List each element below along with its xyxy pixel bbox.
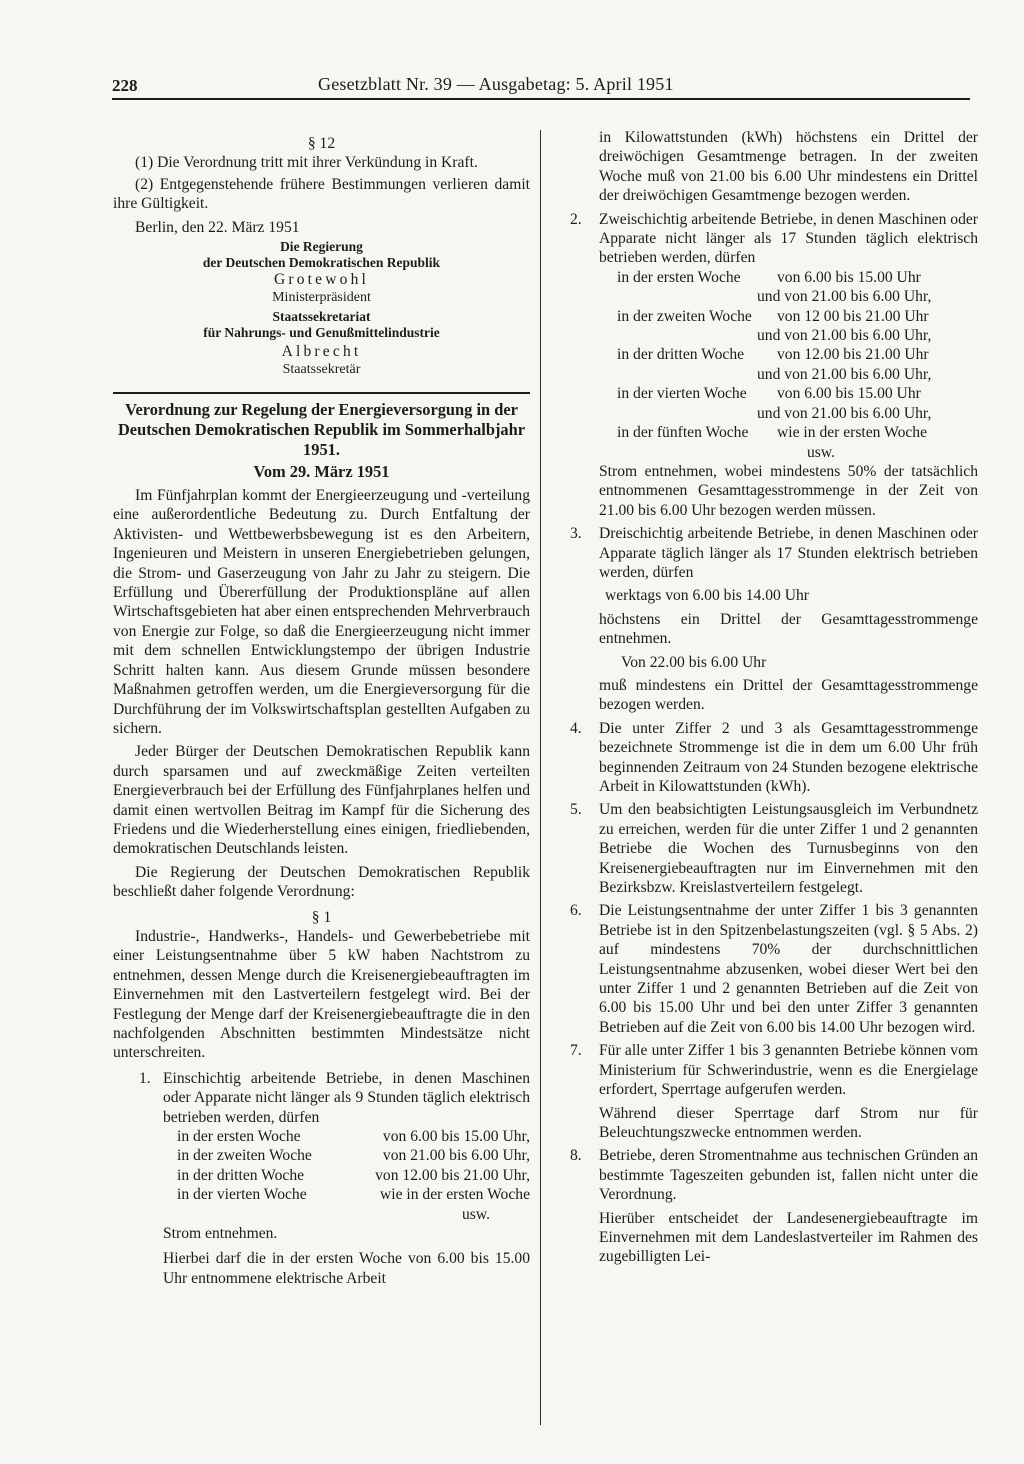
item-1-number: 1.	[139, 1069, 151, 1087]
item-5-number: 5.	[570, 801, 582, 819]
schedule-week: in der vierten Woche	[177, 1186, 307, 1204]
item-3-line-3: Von 22.00 bis 6.00 Uhr	[621, 653, 767, 671]
item-2-text: Zweischichtig arbeitende Betriebe, in denen Maschinen oder Apparate nicht länger als 17 Stunden täglich elektrisch betrieben werden, dürfen	[599, 210, 978, 267]
signature-role-1: Ministerpräsident	[272, 290, 371, 306]
header-title: Gesetzblatt Nr. 39 — Ausgabetag: 5. April 1951	[318, 74, 674, 94]
item-1-schedule	[163, 1127, 530, 1224]
schedule-week: in der dritten Woche	[177, 1166, 305, 1184]
schedule-week: in der zweiten Woche	[617, 307, 752, 325]
item-8-paragraph-2: Hierüber entscheidet der Landesenergiebeauftragte im Einvernehmen mit dem Landeslastverteiler im Rahmen des zugebilligten Lei-	[599, 1209, 978, 1266]
item-6-number: 6.	[570, 902, 582, 920]
schedule-row	[617, 384, 978, 403]
schedule-time: von 6.00 bis 15.00 Uhr	[777, 268, 921, 286]
schedule-time: von 6.00 bis 15.00 Uhr	[777, 385, 921, 403]
item-3-number: 3.	[570, 525, 582, 543]
signature-org-line-4: für Nahrungs- und Genußmittelindustrie	[203, 325, 440, 341]
schedule-usw: usw.	[461, 1205, 490, 1223]
item-3-line-1: werktags von 6.00 bis 14.00 Uhr	[605, 587, 809, 605]
list-item-8	[567, 1146, 978, 1266]
decree-title: Verordnung zur Regelung der Energieversorgung in der Deutschen Demokratischen Republik im Sommerhalbjahr 1951.	[117, 400, 526, 460]
item-4-number: 4.	[570, 719, 582, 737]
item-8-number: 8.	[570, 1147, 582, 1165]
page-header	[112, 74, 970, 100]
schedule-time: von 6.00 bis 15.00 Uhr,	[382, 1128, 530, 1146]
schedule-week: in der fünften Woche	[617, 424, 749, 442]
schedule-row	[177, 1166, 530, 1185]
section-12-heading: § 12	[307, 135, 336, 152]
item-7-paragraph-2: Während dieser Sperrtage darf Strom nur für Beleuchtungszwecke entnommen werden.	[599, 1104, 978, 1141]
item-3-text: Dreischichtig arbeitende Betriebe, in denen Maschinen oder Apparate täglich länger als 17 Stunden elektrisch betrieben werden, dürfen	[599, 525, 978, 581]
schedule-row	[177, 1185, 530, 1204]
section-1-paragraph: Industrie-, Handwerks-, Handels- und Gewerbebetriebe mit einer Leistungsentnahme über 5 kW haben Nachtstrom zu entnehmen, dessen Menge durch die Kreisenergiebeauftragten im Einvernehmen mit den Lastverteilern festgelegt wird. Bei der Festlegung der Menge darf der Kreisenergiebeauftragte die in den nachfolgenden Abschnitten bestimmten Mindestsätze nicht unterschreiten.	[113, 927, 530, 1062]
list-item-3	[567, 524, 978, 715]
schedule-time: wie in der ersten Woche	[379, 1186, 530, 1204]
item-2-schedule	[599, 268, 978, 462]
schedule-time: von 21.00 bis 6.00 Uhr,	[382, 1147, 530, 1165]
section-12-paragraph-1: (1) Die Verordnung tritt mit ihrer Verkündung in Kraft.	[135, 154, 478, 172]
signature-role-2: Staatssekretär	[282, 362, 361, 378]
left-column	[113, 134, 530, 1288]
item-1-text: Einschichtig arbeitende Betriebe, in denen Maschinen oder Apparate nicht länger als 9 Stunden täglich elektrisch betrieben werden, dürfen	[163, 1069, 530, 1126]
list-item-5	[567, 800, 978, 897]
intro-paragraph-3: Die Regierung der Deutschen Demokratischen Republik beschließt daher folgende Verordnung:	[113, 863, 530, 901]
schedule-time: wie in der ersten Woche	[777, 424, 928, 442]
intro-paragraph-1: Im Fünfjahrplan kommt der Energieerzeugung und -verteilung eine außerordentliche Bedeutung zu. Durch Entfaltung der Aktivisten- und Wettbewerbsbewegung ist es den Arbeitern, Ingenieuren und Meistern in unseren Energiebetrieben gelungen, die Strom- und Gaserzeugung von Jahr zu Jahr zu steigern. Die Erfüllung und Übererfüllung der Produktionspläne auf allen Wirtschaftsgebieten hat aber einen entsprechenden Mehrverbrauch von Energie zur Folge, so daß die Energieerzeugung nicht immer mit dem schnellen Entwicklungstempo der übrigen Industrie Schritt halten kann. Aus diesem Grunde müssen besondere Maßnahmen getroffen werden, um die Energieversorgung für die Durchführung der im Volkswirtschaftsplan gestellten Aufgaben zu sichern.	[113, 487, 530, 737]
schedule-week: in der vierten Woche	[617, 385, 747, 403]
schedule-time-2: und von 21.00 bis 6.00 Uhr,	[757, 327, 932, 345]
signature-name-2: Albrecht	[281, 343, 362, 361]
item-2-after: Strom entnehmen, wobei mindestens 50% der tatsächlich entnommenen Gesamttagesstrommenge in der Zeit von 21.00 bis 6.00 Uhr bezogen werden müssen.	[599, 462, 978, 519]
signature-block	[113, 239, 530, 378]
right-column	[567, 128, 978, 1267]
continued-text: in Kilowattstunden (kWh) höchstens ein Drittel der dreiwöchigen Gesamtmenge betragen. In der zweiten Woche muß von 21.00 bis 6.00 Uhr mindestens ein Drittel der dreiwöchigen Gesamtmenge bezogen werden.	[599, 129, 978, 205]
item-1-after: Strom entnehmen.	[163, 1225, 278, 1243]
signature-org-line-1: Die Regierung	[280, 239, 363, 255]
section-1-heading: § 1	[311, 908, 332, 926]
signature-org-line-2: der Deutschen Demokratischen Republik	[202, 255, 441, 271]
schedule-week: in der zweiten Woche	[177, 1147, 312, 1165]
place-date: Berlin, den 22. März 1951	[135, 218, 300, 236]
intro-paragraph-2: Jeder Bürger der Deutschen Demokratischen Republik kann durch sparsamen und auf zweckmäßige Zeiten verteilten Energieverbrauch bei der Erfüllung des Fünfjahrplanes helfen und damit einen wertvollen Beitrag im Kampf für die Sicherung des Friedens und die Wiederherstellung eines einigen, friedliebenden, demokratischen Deutschlands leisten.	[113, 743, 530, 858]
schedule-row	[177, 1146, 530, 1165]
schedule-week: in der dritten Woche	[617, 346, 745, 364]
schedule-usw: usw.	[807, 443, 836, 461]
schedule-row	[617, 345, 978, 364]
item-3-line-4: muß mindestens ein Drittel der Gesamttagesstrommenge bezogen werden.	[599, 676, 978, 714]
signature-org-line-3: Staatssekretariat	[272, 309, 371, 325]
list-item-6	[567, 901, 978, 1037]
schedule-time-2: und von 21.00 bis 6.00 Uhr,	[757, 404, 932, 422]
schedule-row	[617, 307, 978, 326]
schedule-time-2: und von 21.00 bis 6.00 Uhr,	[757, 365, 932, 383]
item-6-text: Die Leistungsentnahme der unter Ziffer 1 bis 3 genannten Betriebe ist in den Spitzenbelastungszeiten (vgl. § 5 Abs. 2) auf mindestens 70% der durchschnittlichen Leistungsentnahme abzusenken, wobei dieser Wert bei den unter Ziffer 1 und 2 genannten Betrieben auf die Zeit von 6.00 bis 15.00 Uhr und bei den unter Ziffer 3 genannten Betrieben auf die Zeit von 6.00 bis 14.00 Uhr bezogen wird.	[599, 902, 978, 1036]
item-5-text: Um den beabsichtigten Leistungsausgleich im Verbundnetz zu erreichen, werden für die unter Ziffer 1 und 2 genannten Betriebe die Wochen des Turnusbeginns von den Kreisenergiebeauftragten nur im Einvernehmen mit den Bezirksbzw. Kreislastverteilern festgelegt.	[599, 801, 978, 897]
item-7-text: Für alle unter Ziffer 1 bis 3 genannten Betriebe können vom Ministerium für Schwerindustrie, wenn es die Energielage erfordert, Sperrtage aufgerufen werden.	[599, 1042, 978, 1099]
section-divider	[113, 392, 530, 394]
schedule-time: von 12.00 bis 21.00 Uhr,	[375, 1166, 530, 1184]
list-item-7	[567, 1041, 978, 1142]
item-1-paragraph-2: Hierbei darf die in der ersten Woche von 6.00 bis 15.00 Uhr entnommene elektrische Arbeit	[163, 1250, 530, 1287]
signature-name-1: Grotewohl	[273, 271, 370, 289]
schedule-time-2: und von 21.00 bis 6.00 Uhr,	[757, 288, 932, 306]
list-item-1	[113, 1069, 530, 1288]
schedule-week: in der ersten Woche	[177, 1128, 301, 1146]
decree-date: Vom 29. März 1951	[253, 462, 390, 482]
section-12-paragraph-2: (2) Entgegenstehende frühere Bestimmungen verlieren damit ihre Gültigkeit.	[113, 175, 530, 213]
item-3-line-2: höchstens ein Drittel der Gesamttagesstrommenge entnehmen.	[599, 610, 978, 648]
page-number: 228	[112, 76, 138, 95]
schedule-time: von 12.00 bis 21.00 Uhr	[777, 346, 929, 364]
item-2-number: 2.	[570, 210, 582, 228]
schedule-row	[617, 268, 978, 287]
column-divider	[540, 130, 541, 1425]
schedule-row	[617, 423, 978, 442]
list-item-2	[567, 210, 978, 521]
schedule-row	[177, 1127, 530, 1146]
schedule-time: von 12 00 bis 21.00 Uhr	[777, 307, 929, 325]
item-8-text: Betriebe, deren Stromentnahme aus technischen Gründen an bestimmte Tageszeiten gebunden ist, fallen nicht unter die Verordnung.	[599, 1147, 978, 1204]
item-4-text: Die unter Ziffer 2 und 3 als Gesamttagesstrommenge bezeichnete Strommenge ist die in dem um 6.00 Uhr früh beginnenden Zeitraum von 24 Stunden bezogene elektrische Arbeit in Kilowattstunden (kWh).	[599, 719, 978, 795]
schedule-week: in der ersten Woche	[617, 268, 741, 286]
item-7-number: 7.	[570, 1042, 582, 1060]
list-item-4	[567, 719, 978, 797]
